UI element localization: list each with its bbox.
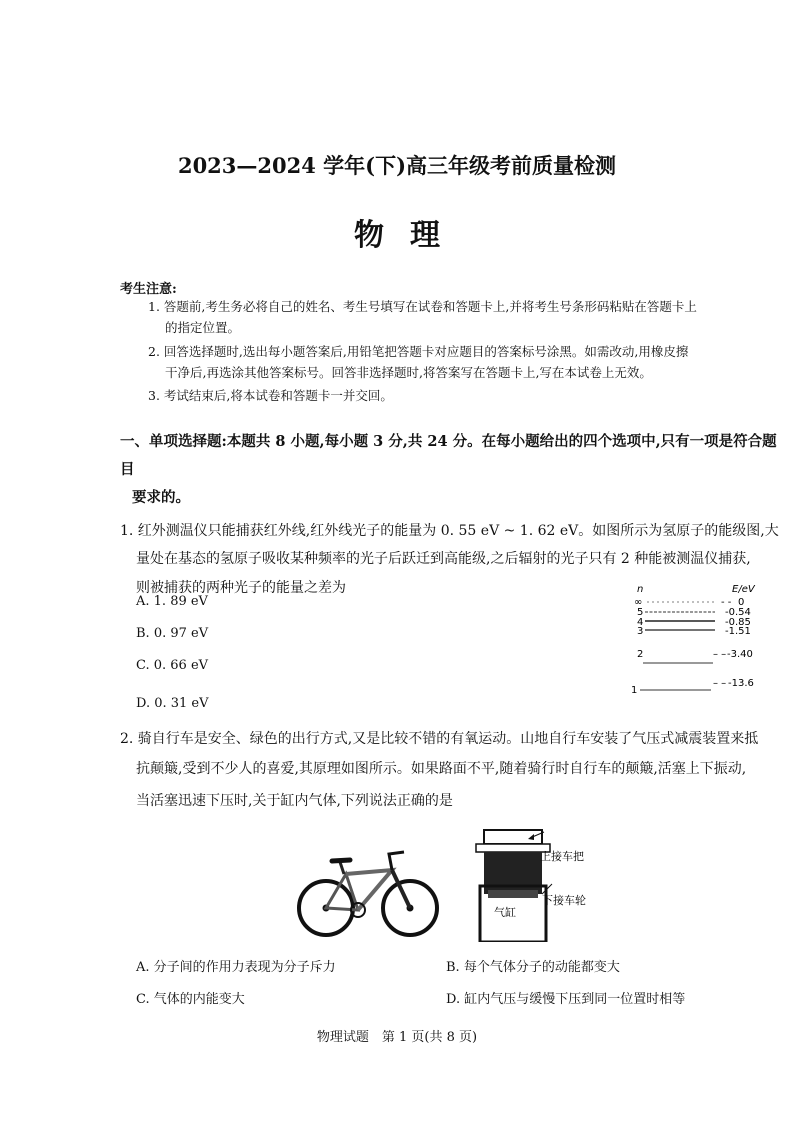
section-heading xyxy=(120,428,780,512)
q1-line2: 量处在基态的氢原子吸收某种频率的光子后跃迁到高能级,之后辐射的光子只有 2 种能被测温仪捕获, xyxy=(136,551,751,567)
shock-absorber-diagram xyxy=(470,826,630,942)
notice-item-1: 1. 答题前,考生务必将自己的姓名、考生号填写在试卷和答题卡上,并将考生号条形码粘贴在答题卡上 xyxy=(148,299,697,314)
q2-line3: 当活塞迅速下压时,关于缸内气体,下列说法正确的是 xyxy=(136,793,453,809)
diagram-n-header: n xyxy=(637,584,644,595)
level-n-2: 2 xyxy=(637,649,644,660)
notice-item-1-cont: 的指定位置。 xyxy=(165,320,241,335)
q1-line3: 则被捕获的两种光子的能量之差为 xyxy=(136,580,346,596)
level-e-1-value: -13.6 xyxy=(728,678,754,689)
level-n-1: 1 xyxy=(631,685,638,696)
exam-title: 2023—2024 学年(下)高三年级考前质量检测 xyxy=(177,153,617,178)
section-heading-line2: 要求的。 xyxy=(132,489,190,506)
level-n-4: 4 xyxy=(637,617,644,628)
level-e-inf-value: 0 xyxy=(738,597,745,608)
q2-line1: 2. 骑自行车是安全、绿色的出行方式,又是比较不错的有氧运动。山地自行车安装了气压式减震装置来抵 xyxy=(120,731,759,747)
level-e-4: -0.85 xyxy=(725,617,751,628)
bicycle-illustration xyxy=(296,842,440,942)
top-cap xyxy=(476,844,550,852)
q2-option-d[interactable]: D. 缸内气压与缓慢下压到同一位置时相等 xyxy=(446,992,686,1007)
level-e-2-value: -3.40 xyxy=(727,649,753,660)
subject-title: 物理 xyxy=(354,218,466,253)
q2-option-b[interactable]: B. 每个气体分子的动能都变大 xyxy=(446,960,620,975)
q1-line1: 1. 红外测温仪只能捕获红外线,红外线光子的能量为 0. 55 eV ~ 1. 62 eV。如图所示为氢原子的能级图,大 xyxy=(120,523,779,539)
level-n-3: 3 xyxy=(637,626,644,637)
q2-option-a[interactable]: A. 分子间的作用力表现为分子斥力 xyxy=(136,960,336,975)
saddle-icon xyxy=(332,860,350,861)
cylinder-label: 气缸 xyxy=(494,906,516,919)
level-n-5: 5 xyxy=(637,607,644,618)
q1-option-b[interactable]: B. 0. 97 eV xyxy=(136,626,209,641)
fork-icon xyxy=(392,870,410,908)
page-footer: 物理试题 第 1 页(共 8 页) xyxy=(316,1030,478,1045)
notice-item-3: 3. 考试结束后,将本试卷和答题卡一并交回。 xyxy=(148,388,393,403)
q1-option-c[interactable]: C. 0. 66 eV xyxy=(136,658,209,673)
energy-level-diagram xyxy=(625,583,765,701)
q2-line2: 抗颠簸,受到不少人的喜爱,其原理如图所示。如果路面不平,随着骑行时自行车的颠簸,活塞上下振动, xyxy=(136,761,747,777)
level-e-inf: - - xyxy=(721,597,732,608)
diagram-e-header: E/eV xyxy=(732,584,755,595)
level-n-inf: ∞ xyxy=(634,597,643,608)
level-e-3: -1.51 xyxy=(725,626,751,637)
notice-item-2-cont: 干净后,再选涂其他答案标号。回答非选择题时,将答案写在答题卡上,写在本试卷上无效。 xyxy=(165,365,652,380)
q2-option-c[interactable]: C. 气体的内能变大 xyxy=(136,992,245,1007)
handlebar-icon xyxy=(389,852,404,870)
notice-heading: 考生注意: xyxy=(120,282,177,297)
label-bottom: 下接车轮 xyxy=(542,894,586,907)
q1-option-a[interactable]: A. 1. 89 eV xyxy=(136,594,208,609)
section-heading-line1: 一、单项选择题:本题共 8 小题,每小题 3 分,共 24 分。在每小题给出的四个选项中,只有一项是符合题目 xyxy=(120,433,777,478)
notice-item-2: 2. 回答选择题时,选出每小题答案后,用铅笔把答题卡对应题目的答案标号涂黑。如需改动,用橡皮擦 xyxy=(148,344,689,359)
q1-option-d[interactable]: D. 0. 31 eV xyxy=(136,696,209,711)
level-e-2: – – xyxy=(713,649,727,660)
seat-post-icon xyxy=(340,862,344,874)
piston-head xyxy=(488,890,538,898)
level-e-5: -0.54 xyxy=(725,607,751,618)
label-top: 上接车把 xyxy=(540,850,584,863)
piston-body xyxy=(484,852,542,894)
level-e-1: – – xyxy=(713,678,727,689)
